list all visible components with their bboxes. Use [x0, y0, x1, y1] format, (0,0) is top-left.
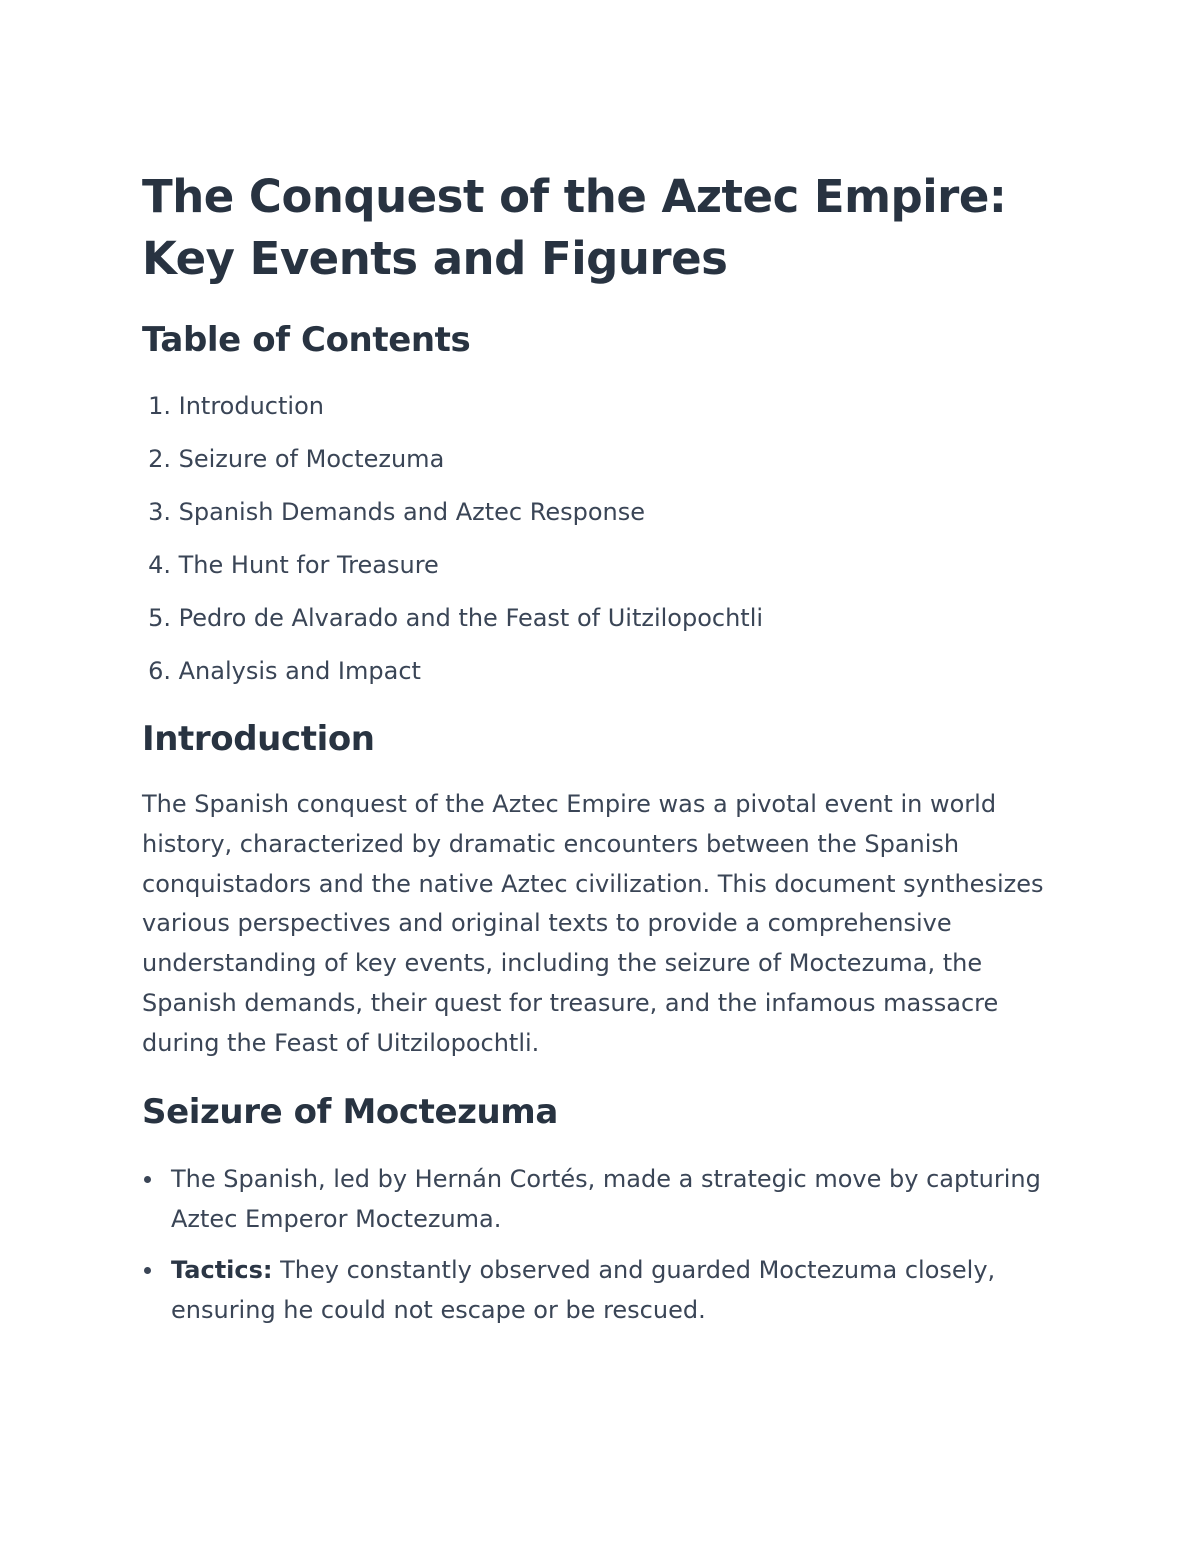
toc-item-label: Pedro de Alvarado and the Feast of Uitzilopochtli [178, 604, 764, 632]
toc-item-label: Spanish Demands and Aztec Response [178, 498, 646, 526]
bullet-item [142, 1160, 1072, 1239]
document-title: The Conquest of the Aztec Empire: Key Events and Figures [142, 170, 1007, 285]
bullet-text: They constantly observed and guarded Moctezuma closely, ensuring he could not escape or be rescued. [171, 1256, 996, 1324]
introduction-heading: Introduction [142, 719, 375, 759]
toc-item-number: 5. [148, 604, 171, 632]
bullet-item [142, 1251, 1072, 1330]
seizure-heading: Seizure of Moctezuma [142, 1092, 558, 1132]
introduction-paragraph: The Spanish conquest of the Aztec Empire was a pivotal event in world history, characterized by dramatic encounters between the Spanish conquistadors and the native Aztec civilization. This document synthesizes various perspectives and original texts to provide a comprehensive understanding of key events, including the seizure of Moctezuma, the Spanish demands, their quest for treasure, and the infamous massacre during the Feast of Uitzilopochtli. [142, 790, 1044, 1057]
toc-item-analysis-and-impact[interactable] [142, 649, 1042, 702]
toc-item-pedro-de-alvarado[interactable] [142, 596, 1042, 649]
toc-item-label: Seizure of Moctezuma [178, 445, 445, 473]
toc-heading: Table of Contents [142, 320, 471, 360]
toc-item-hunt-for-treasure[interactable] [142, 543, 1042, 596]
toc-item-number: 6. [148, 657, 171, 685]
toc-item-number: 2. [148, 445, 171, 473]
bullet-dot-icon [144, 1267, 151, 1274]
toc-item-label: Analysis and Impact [178, 657, 421, 685]
toc-item-number: 1. [148, 392, 171, 420]
table-of-contents [142, 384, 1042, 702]
bullet-lead: Tactics: [171, 1256, 273, 1284]
bullet-dot-icon [144, 1176, 151, 1183]
toc-item-introduction[interactable] [142, 384, 1042, 437]
toc-item-spanish-demands[interactable] [142, 490, 1042, 543]
toc-item-number: 3. [148, 498, 171, 526]
toc-item-label: The Hunt for Treasure [178, 551, 439, 579]
seizure-bullet-list [142, 1160, 1072, 1342]
bullet-text: The Spanish, led by Hernán Cortés, made a strategic move by capturing Aztec Emperor Moctezuma. [171, 1165, 1041, 1233]
toc-item-number: 4. [148, 551, 171, 579]
toc-item-seizure-of-moctezuma[interactable] [142, 437, 1042, 490]
toc-item-label: Introduction [178, 392, 324, 420]
